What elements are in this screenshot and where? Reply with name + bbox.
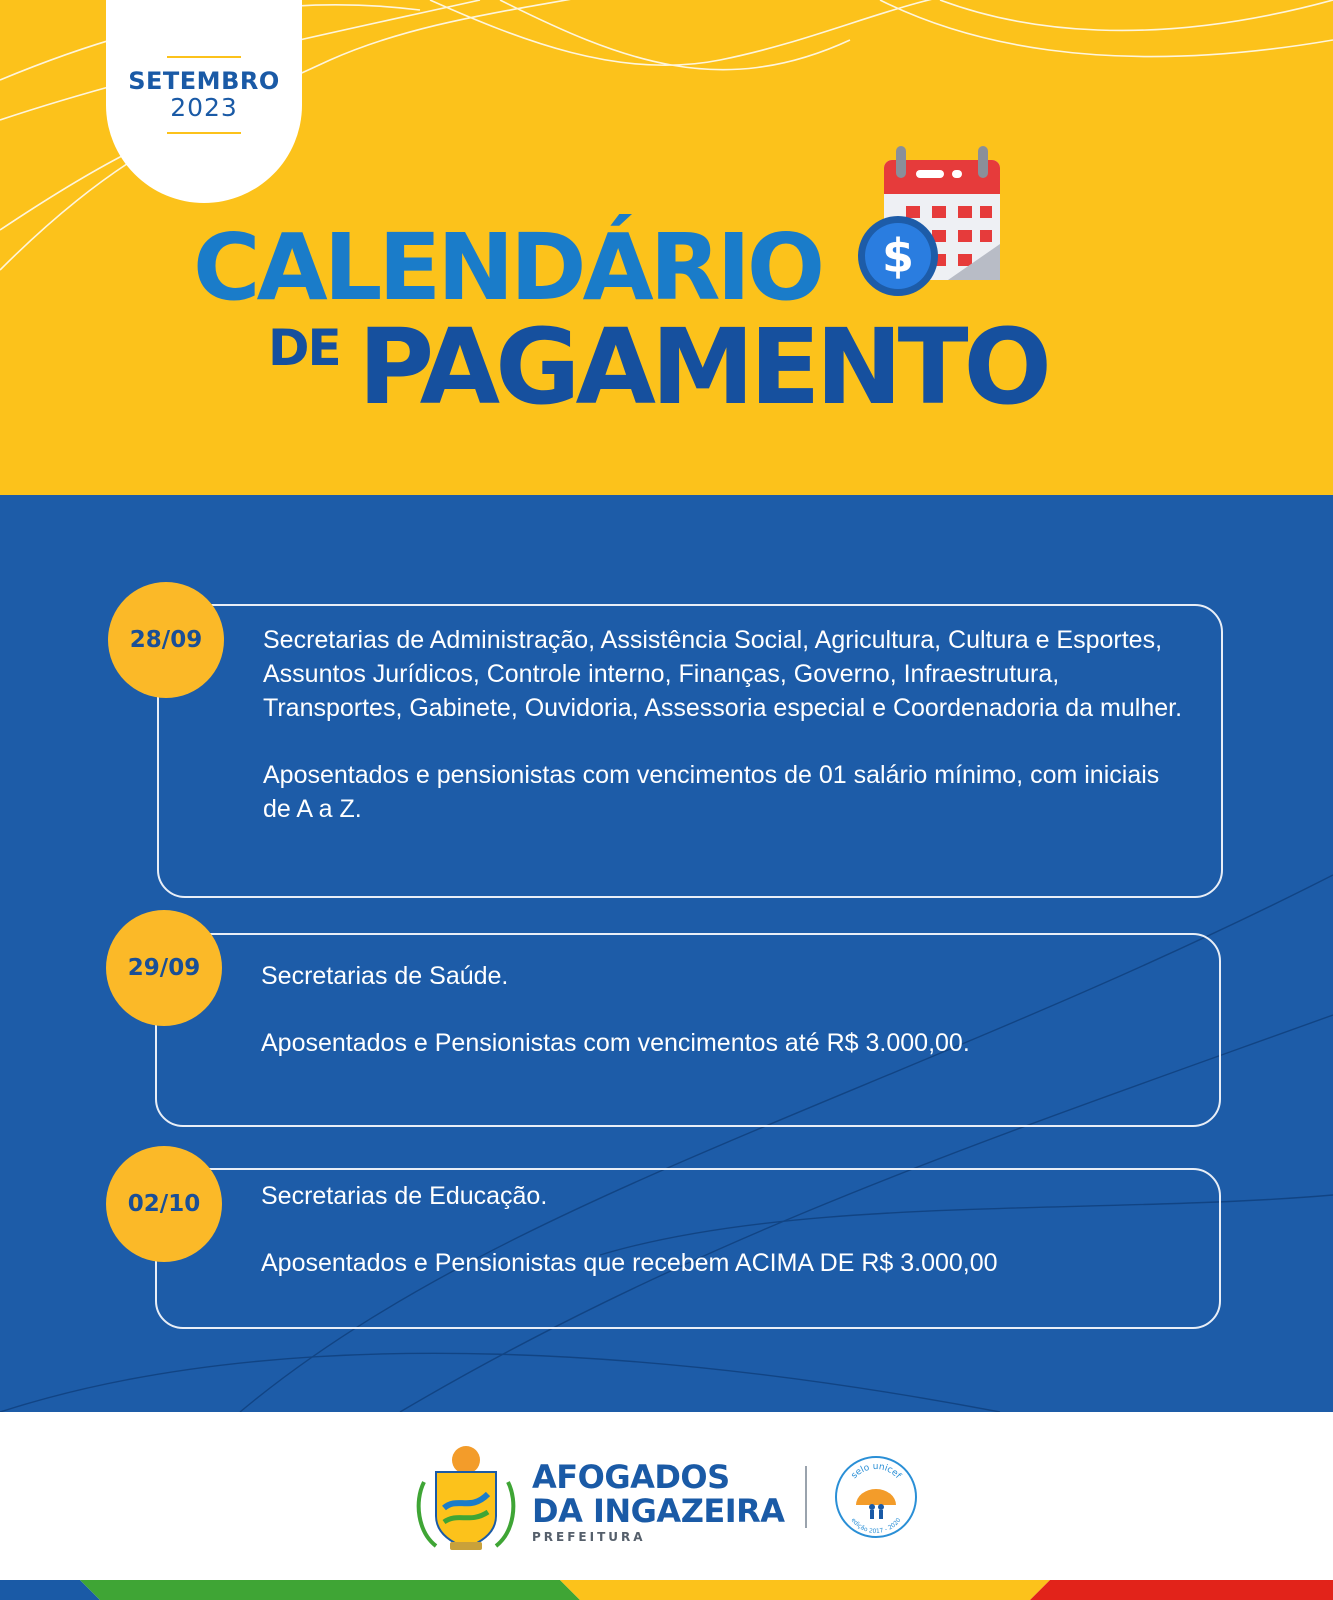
city-name-line2: DA INGAZEIRA [532, 1492, 785, 1530]
title-de: DE [268, 319, 340, 377]
schedule-panel [0, 495, 1333, 1412]
color-strip [0, 1580, 1333, 1600]
footer-divider [805, 1466, 807, 1528]
schedule-paragraph: Aposentados e pensionistas com vencimentos de 01 salário mínimo, com iniciais de A a Z. [263, 761, 1160, 823]
schedule-text-3 [261, 1179, 1181, 1280]
schedule-text-2 [261, 959, 1181, 1060]
unicef-seal-icon [834, 1455, 918, 1539]
month-tab [106, 0, 302, 203]
schedule-text-1 [263, 623, 1183, 826]
schedule-paragraph: Aposentados e Pensionistas com vencimentos até R$ 3.000,00. [261, 1029, 970, 1057]
dollar-coin-icon [858, 216, 938, 296]
svg-text:$: $ [881, 229, 915, 283]
date-badge-3: 02/10 [106, 1146, 222, 1262]
title-calendario: CALENDÁRIO [193, 214, 822, 321]
year-label: 2023 [170, 93, 238, 122]
header-banner [0, 0, 1333, 495]
date-badge-2: 29/09 [106, 910, 222, 1026]
schedule-paragraph: Secretarias de Saúde. [261, 962, 509, 990]
seal-text-top: selo unicef [849, 1461, 903, 1482]
schedule-paragraph: Secretarias de Educação. [261, 1182, 548, 1210]
city-name-line1: AFOGADOS [532, 1458, 730, 1496]
title-pagamento: PAGAMENTO [358, 306, 1047, 428]
footer [0, 1412, 1333, 1580]
municipal-crest-icon [414, 1442, 518, 1554]
tab-bottom-rule [167, 132, 241, 134]
city-subtitle: PREFEITURA [532, 1530, 646, 1544]
seal-text-bottom: edição 2017 - 2020 [849, 1516, 903, 1536]
calendar-icon [856, 146, 1018, 308]
schedule-paragraph: Aposentados e Pensionistas que recebem ACIMA DE R$ 3.000,00 [261, 1249, 998, 1277]
date-badge-1: 28/09 [108, 582, 224, 698]
schedule-paragraph: Secretarias de Administração, Assistência Social, Agricultura, Cultura e Esportes, Assuntos Jurídicos, Controle interno, Finanças, Governo, Infraestrutura, Transportes, Gabinete, Ouvidoria, Assessoria especial e Coordenadoria da mulher. [263, 626, 1183, 722]
tab-top-rule [167, 56, 241, 58]
month-label: SETEMBRO [128, 67, 280, 95]
